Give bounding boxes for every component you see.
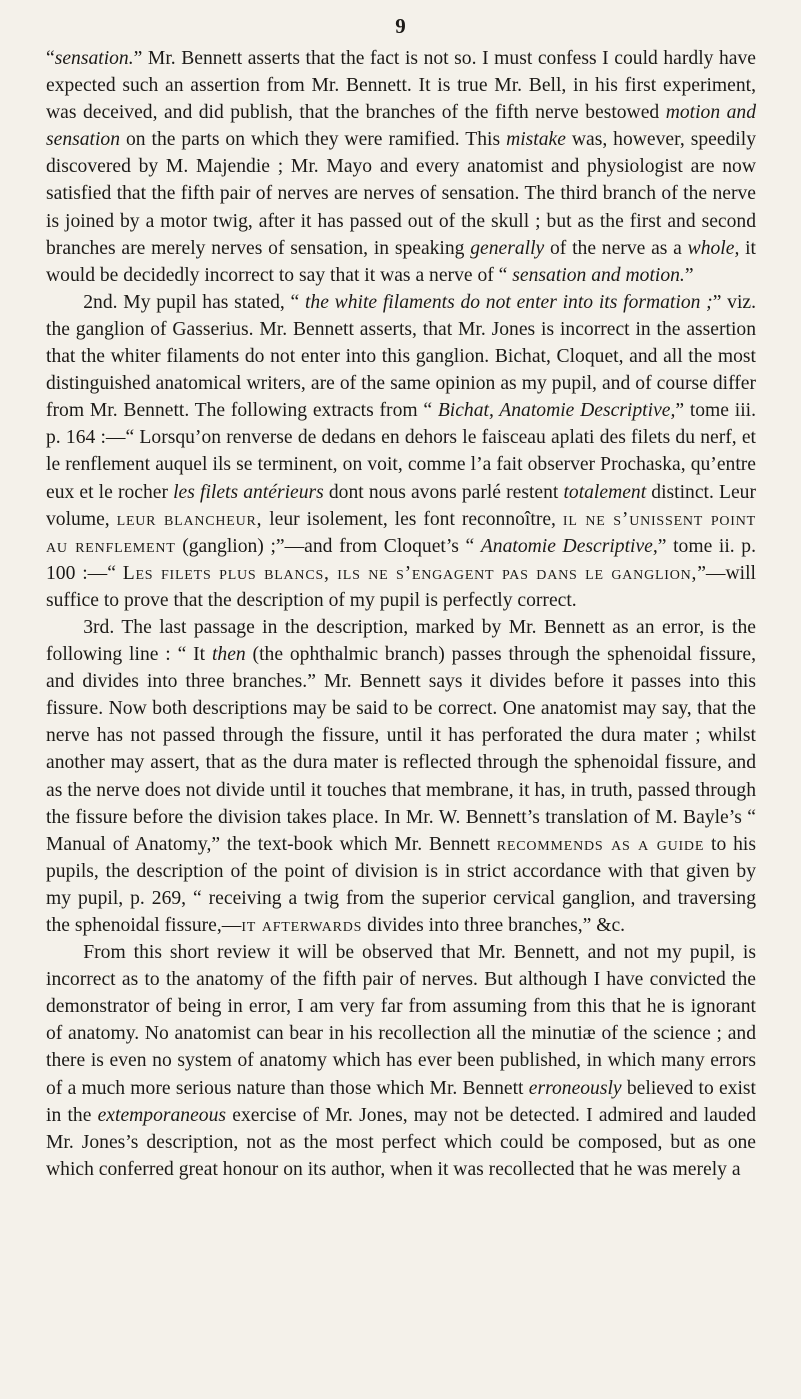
paragraph-4 — [46, 939, 756, 1183]
italic-run: then — [211, 644, 246, 666]
text-run: dont nous avons parlé restent — [323, 481, 564, 503]
italic-run: les filets antérieurs — [173, 481, 324, 503]
text-run: was, however, speedily discovered by M. Majendie ; Mr. Mayo and every anatomist and physiologist are now satisfied that the fifth pair of nerves are nerves of sensation. The third branch of the nerve is joined by a motor twig, after it has passed out of the skull ; but as the first and second branches are merely nerves of sensation, in speaking — [46, 129, 756, 259]
text-run: (the ophthalmic branch) passes through the sphenoidal fissure, and divides into three branches.” Mr. Bennett says it divides before it passes into this fissure. Now both descriptions may be said to be correct. One anatomist may say, that the nerve has not passed through the fissure, until it has perforated the dura mater ; whilst another may assert, that as the dura mater is reflected through the sphenoidal fissure, and as the nerve does not divide until it touches that membrane, it has, in truth, passed through the fissure before the division takes place. In Mr. W. Bennett’s translation of M. Bayle’s “ Manual of Anatomy,” the text-book which Mr. Bennett — [46, 644, 756, 855]
text-run: ” — [684, 264, 694, 286]
italic-run: Anatomie Descriptive, — [480, 535, 658, 557]
small-caps-run: leur blancheur, — [116, 508, 263, 530]
italic-run: mistake — [506, 129, 566, 151]
italic-run: sensation and motion. — [512, 264, 685, 286]
text-run: From this short review it will be observed that Mr. Bennett, and not my pupil, is incorrect as to the anatomy of the fifth pair of nerves. But although I have convicted the demonstrator of being in error, I am very far from assuming from this that he is ignorant of anatomy. No anatomist can bear in his recollection all the minutiæ of the science ; and there is even no system of anatomy which has ever been published, in which many errors of a much more serious nature than those which Mr. Bennett — [46, 942, 756, 1099]
text-run: ” Mr. Bennett asserts that the fact is not so. I must confess I could hardly have expected such an assertion from Mr. Bennett. It is true Mr. Bell, in his first experiment, was deceived, and did publish, that the branches of the fifth nerve bestowed — [46, 48, 756, 124]
text-run: ” tome iii. p. 164 :—“ Lorsqu’on renverse de dedans en dehors le faisceau aplati des filets du nerf, et le renflement auquel ils se terminent, on voit, comme l’a fait observer Prochaska, qu’entre eux et le rocher — [46, 400, 756, 503]
italic-run: extemporaneous — [97, 1104, 227, 1126]
italic-run: generally — [470, 237, 545, 259]
text-run: divides into three branches,” &c. — [362, 915, 626, 936]
paragraph-2 — [46, 289, 756, 614]
italic-run: Bichat, Anatomie Descriptive, — [437, 400, 676, 422]
paragraph-1 — [46, 45, 756, 289]
text-run: believed to exist in the — [46, 1077, 757, 1126]
text-run: ”—will suffice to prove that the description of my pupil is perfectly correct. — [46, 562, 756, 611]
text-run: ” viz. the ganglion of Gasserius. Mr. Bennett asserts, that Mr. Jones is incorrect in the assertion that the whiter filaments do not enter into this ganglion. Bichat, Cloquet, and all the most distinguished anatomical writers, are of the same opinion as my pupil, and of course differ from Mr. Bennett. The following extracts from “ — [46, 291, 756, 422]
small-caps-run: Les filets plus blancs, ils ne s’engagent pas dans le ganglion, — [122, 562, 698, 584]
body-text — [46, 45, 756, 1183]
italic-run: the white filaments do not enter into its formation ; — [304, 291, 713, 313]
italic-run: totalement — [563, 481, 647, 503]
italic-run: erroneously — [528, 1077, 622, 1099]
text-run: distinct. Leur volume, — [46, 481, 756, 530]
small-caps-run: recommends as a guide — [496, 833, 705, 855]
text-run: exercise of Mr. Jones, may not be detected. I admired and lauded Mr. Jones’s description, not as the most perfect which could be composed, but as one which conferred great honour on its author, when it was recollected that he was merely a — [46, 1104, 756, 1180]
text-run: 2nd. My pupil has stated, “ — [83, 291, 305, 313]
text-run: it would be decidedly incorrect to say that it was a nerve of “ — [46, 237, 756, 286]
italic-run: motion and sensation — [46, 102, 756, 151]
italic-run: whole, — [687, 237, 740, 259]
text-run: ” tome ii. p. 100 :—“ — [46, 535, 756, 584]
text-run: on the parts on which they were ramified. This — [120, 129, 507, 151]
text-run: (ganglion) ;”—and from Cloquet’s “ — [175, 535, 481, 557]
text-run: 3rd. The last passage in the description, marked by Mr. Bennett as an error, is the following line : “ It — [46, 616, 756, 666]
text-run: to his pupils, the description of the point of division is in strict accordance with that given by my pupil, p. 269, “ receiving a twig from the superior cervical ganglion, and traversing the sphenoidal fissure,— — [46, 833, 756, 936]
small-caps-run: il ne s’unissent point au renflement — [46, 508, 756, 557]
italic-run: sensation. — [54, 48, 134, 69]
paragraph-3 — [46, 614, 756, 939]
small-caps-run: it afterwards — [241, 915, 363, 936]
text-run: “ — [46, 48, 55, 69]
text-run: leur isolement, les font reconnoître, — [262, 508, 563, 530]
page-number: 9 — [395, 14, 406, 38]
text-run: of the nerve as a — [544, 237, 688, 259]
